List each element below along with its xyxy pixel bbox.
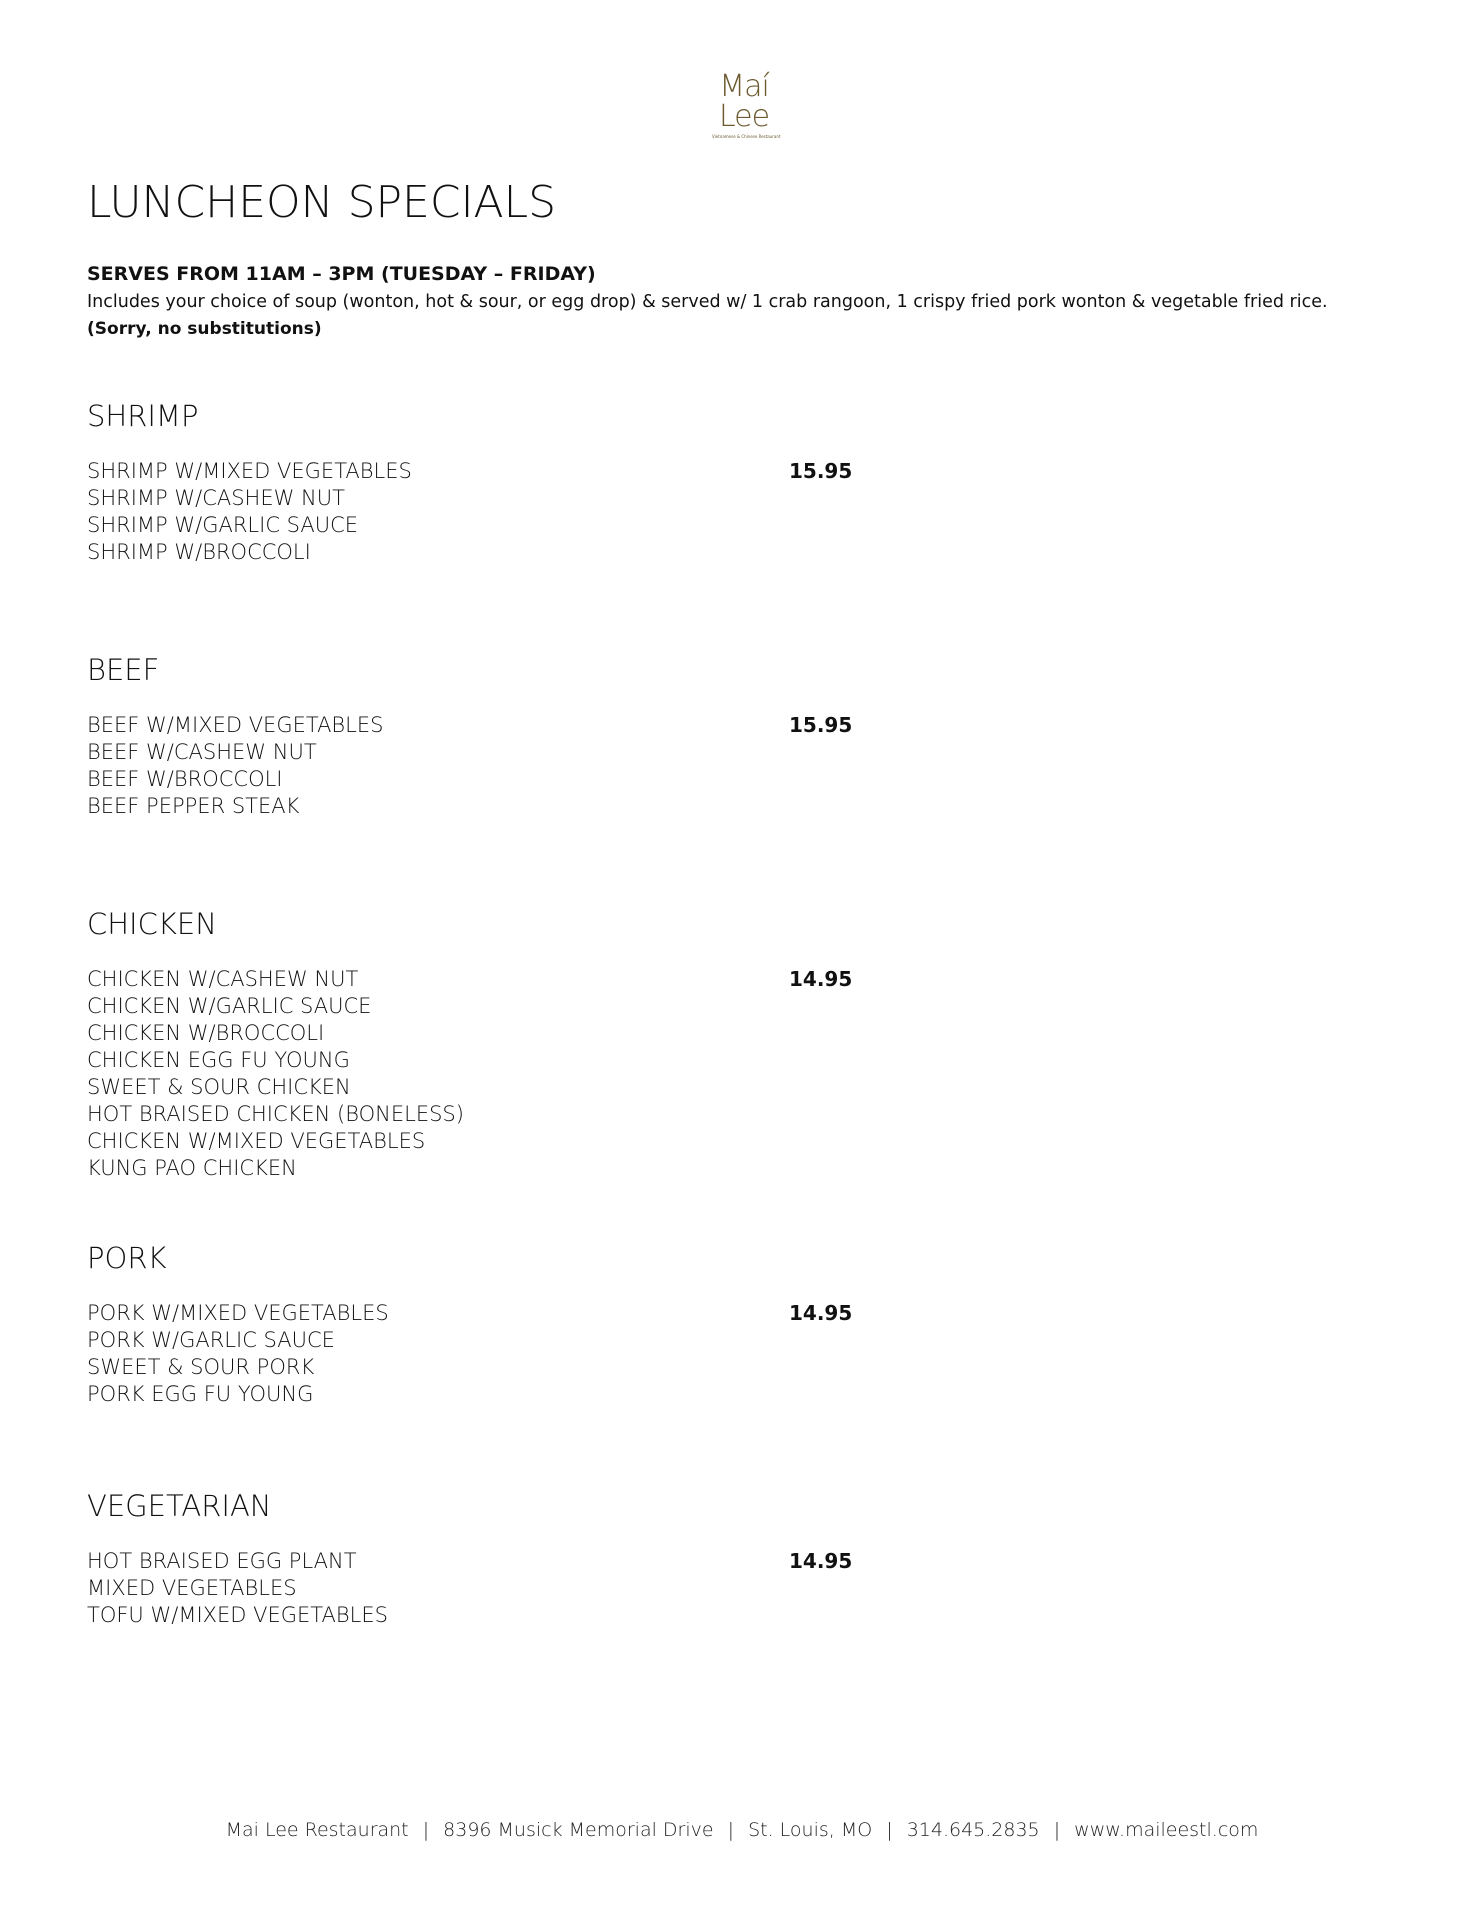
restaurant-logo xyxy=(712,69,781,140)
item-list xyxy=(87,966,464,1182)
specials-description: Includes your choice of soup (wonton, hot & sour, or egg drop) & served w/ 1 crab rangoon, 1 crispy fried pork wonton & vegetable fried rice. xyxy=(87,292,1328,312)
section-price: 15.95 xyxy=(789,713,853,737)
menu-section-chicken xyxy=(87,907,867,1180)
menu-item: CHICKEN EGG FU YOUNG xyxy=(87,1048,350,1072)
footer-address: 8396 Musick Memorial Drive xyxy=(443,1819,714,1841)
footer-restaurant-name: Mai Lee Restaurant xyxy=(225,1819,409,1841)
logo-line-1: Maí xyxy=(719,69,769,104)
item-list xyxy=(87,458,412,566)
footer-website-link[interactable]: www.maileestl.com xyxy=(1074,1819,1259,1841)
footer-city: St. Louis, MO xyxy=(748,1819,873,1841)
menu-item: CHICKEN W/BROCCOLI xyxy=(87,1021,325,1045)
section-price: 14.95 xyxy=(789,967,853,991)
section-heading: CHICKEN xyxy=(87,907,217,941)
section-price: 14.95 xyxy=(789,1549,853,1573)
section-price: 15.95 xyxy=(789,459,853,483)
menu-item: MIXED VEGETABLES xyxy=(87,1576,297,1600)
footer-separator: | xyxy=(886,1819,893,1841)
menu-section-pork xyxy=(87,1241,867,1406)
menu-section-beef xyxy=(87,653,867,818)
page-title: LUNCHEON SPECIALS xyxy=(87,177,557,228)
menu-item: PORK W/GARLIC SAUCE xyxy=(87,1328,335,1352)
menu-section-vegetarian xyxy=(87,1489,867,1627)
section-heading: SHRIMP xyxy=(87,399,199,433)
menu-item: SHRIMP W/MIXED VEGETABLES xyxy=(87,459,412,483)
menu-item: CHICKEN W/MIXED VEGETABLES xyxy=(87,1129,426,1153)
item-list xyxy=(87,712,383,820)
menu-item: BEEF W/CASHEW NUT xyxy=(87,740,317,764)
section-heading: BEEF xyxy=(87,653,160,687)
menu-item: BEEF W/BROCCOLI xyxy=(87,767,283,791)
item-list xyxy=(87,1300,389,1408)
menu-item: HOT BRAISED CHICKEN (BONELESS) xyxy=(87,1102,464,1126)
item-list xyxy=(87,1548,388,1629)
menu-item: SWEET & SOUR PORK xyxy=(87,1355,315,1379)
menu-item: SHRIMP W/CASHEW NUT xyxy=(87,486,345,510)
logo-line-2: Lee xyxy=(718,99,770,134)
menu-item: CHICKEN W/CASHEW NUT xyxy=(87,967,359,991)
section-price: 14.95 xyxy=(789,1301,853,1325)
footer-phone[interactable]: 314.645.2835 xyxy=(906,1819,1040,1841)
menu-item: PORK W/MIXED VEGETABLES xyxy=(87,1301,389,1325)
menu-item: HOT BRAISED EGG PLANT xyxy=(87,1549,357,1573)
footer-separator: | xyxy=(1053,1819,1061,1841)
menu-item: BEEF W/MIXED VEGETABLES xyxy=(87,713,384,737)
page-footer xyxy=(0,1818,1484,1842)
menu-item: KUNG PAO CHICKEN xyxy=(87,1156,297,1180)
footer-separator: | xyxy=(727,1819,735,1841)
footer-separator: | xyxy=(422,1819,430,1841)
substitution-note: (Sorry, no substitutions) xyxy=(87,319,322,339)
menu-item: SHRIMP W/BROCCOLI xyxy=(87,540,311,564)
section-heading: PORK xyxy=(87,1241,167,1275)
menu-item: BEEF PEPPER STEAK xyxy=(87,794,300,818)
menu-item: TOFU W/MIXED VEGETABLES xyxy=(87,1603,388,1627)
menu-item: SWEET & SOUR CHICKEN xyxy=(87,1075,351,1099)
menu-item: PORK EGG FU YOUNG xyxy=(87,1382,314,1406)
service-hours: SERVES FROM 11AM – 3PM (TUESDAY – FRIDAY) xyxy=(87,263,596,285)
menu-item: CHICKEN W/GARLIC SAUCE xyxy=(87,994,372,1018)
menu-item: SHRIMP W/GARLIC SAUCE xyxy=(87,513,359,537)
logo-tagline: Vietnamese & Chinese Restaurant xyxy=(712,134,781,139)
section-heading: VEGETARIAN xyxy=(87,1489,272,1523)
menu-section-shrimp xyxy=(87,399,867,564)
